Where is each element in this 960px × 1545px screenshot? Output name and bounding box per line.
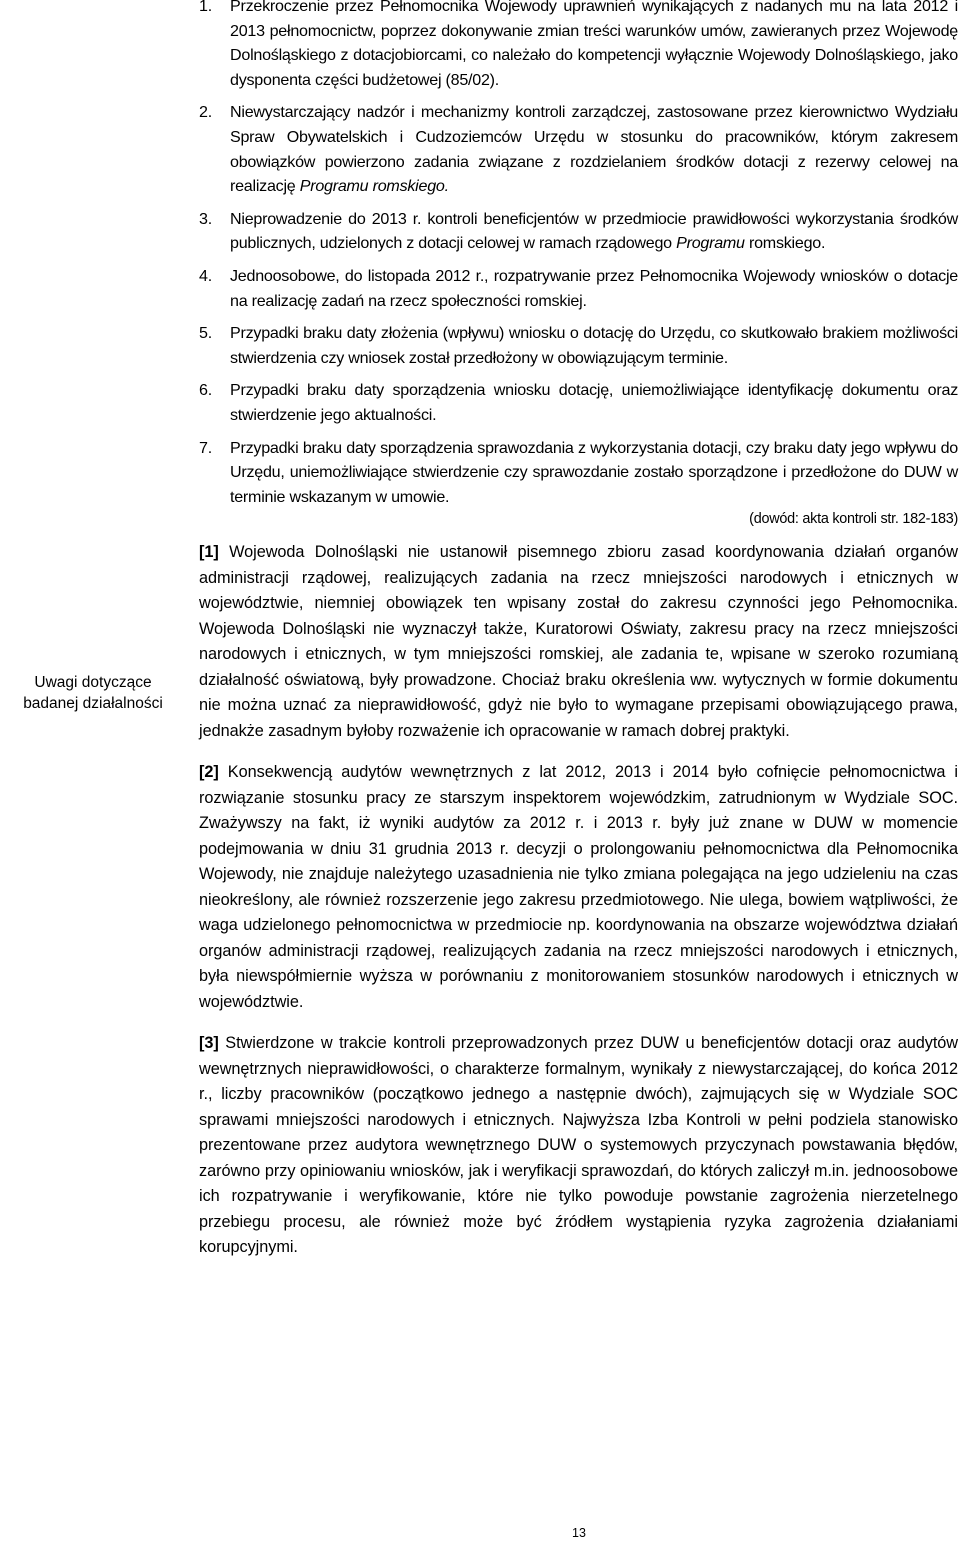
list-item-italic: Programu [676, 234, 745, 253]
list-item-text: Przypadki braku daty sporządzenia sprawozdania z wykorzystania dotacji, czy braku daty jego wpływu do Urzędu, uniemożliwiające stwierdzenie czy sprawozdanie zostało sporządzone i przedłożone do DUW w terminie wskazanym w umowie. [230, 438, 958, 506]
note-paragraph [199, 1031, 958, 1261]
sidebar-label-line-2: badanej działalności [23, 695, 163, 712]
page-number: 13 [572, 1526, 586, 1540]
list-item [199, 321, 958, 370]
note-text: Wojewoda Dolnośląski nie ustanowił pisemnego zbioru zasad koordynowania działań organów administracji rządowej, realizujących zadania na rzecz mniejszości narodowych i etnicznych w województwie, niemniej obowiązek ten wpisany został do zakresu czynności jego Pełnomocnika. Wojewoda Dolnośląski nie wyznaczył także, Kuratorowi Oświaty, zakresu pracy na rzecz mniejszości narodowych i etnicznych, w tym mniejszości romskiej, ale zadania te, wpisane w szeroko rozumianą działalność oświatową, były prowadzone. Chociaż braku określenia ww. wytycznych w formie dokumentu nie można uznać za nieprawidłowość, gdyż nie było to wymagane przepisami obowiązującego prawa, jednakże zasadnym byłoby rozważenie ich opracowanie w ramach dobrej praktyki. [199, 543, 958, 740]
sidebar-label-line-1: Uwagi dotyczące [34, 674, 152, 691]
evidence-reference: (dowód: akta kontroli str. 182-183) [749, 511, 958, 528]
list-item [199, 264, 958, 313]
sidebar-section-label [0, 672, 186, 714]
list-item-number: 2. [199, 103, 212, 122]
list-item-text: Przypadki braku daty złożenia (wpływu) wniosku o dotację do Urzędu, co skutkowało brakiem możliwości stwierdzenia czy wniosek został przedłożony w obowiązującym terminie. [230, 324, 958, 367]
list-item [199, 207, 958, 256]
list-item-number: 7. [199, 438, 212, 457]
note-paragraph [199, 540, 958, 744]
note-tag: [3] [199, 1034, 219, 1053]
note-tag: [1] [199, 543, 219, 562]
main-content [199, 0, 958, 1277]
list-item-text: Niewystarczający nadzór i mechanizmy kontroli zarządczej, zastosowane przez kierownictwo Wydziału Spraw Obywatelskich i Cudzoziemców Urzędu w stosunku do pracowników, którym zakresem obowiązków powierzono zadania związane z rozdzielaniem środków dotacji z rezerwy celowej na realizację [230, 103, 958, 196]
note-tag: [2] [199, 763, 219, 782]
note-text: Konsekwencją audytów wewnętrznych z lat 2012, 2013 i 2014 było cofnięcie pełnomocnictwa i rozwiązanie stosunku pracy ze starszym inspektorem wojewódzkim, zatrudnionym w Wydziale SOC. Zważywszy na fakt, iż wyniki audytów za 2012 r. i 2013 r. były już znane w DUW w momencie podejmowania w dniu 31 grudnia 2013 r. decyzji o prolongowaniu pełnomocnictwa dla Pełnomocnika Wojewody, nie znajduje należytego uzasadnienia nie tylko zmiana polegająca na jego udzieleniu na czas nieokreślony, ale również rozszerzenie jego zakresu przedmiotowego. Nie ulega, bowiem wątpliwości, że waga udzielonego pełnomocnictwa w przedmiocie np. koordynowania na obszarze województwa działań organów administracji rządowej, realizujących zadania na rzecz mniejszości narodowych i etnicznych, była niewspółmiernie wyższa w porównaniu z monitorowaniem stosunków narodowych i etnicznych w województwie. [199, 763, 958, 1011]
note-text: Stwierdzone w trakcie kontroli przeprowadzonych przez DUW u beneficjentów dotacji oraz audytów wewnętrznych nieprawidłowości, o charakterze formalnym, wynikały z niewystarczającej, do końca 2012 r., liczby pracowników (początkowo jednego a następnie dwóch), zajmujących się w Wydziale SOC sprawami mniejszości narodowych i etnicznych. Najwyższa Izba Kontroli w pełni podziela stanowisko prezentowane przez audytora wewnętrznego DUW o systemowych przyczynach powstawania błędów, zarówno przy opiniowaniu wniosków, jak i weryfikacji sprawozdań, do których zaliczył m.in. jednoosobowe ich rozpatrywanie i weryfikowanie, które nie tylko powoduje powstanie zagrożenia nierzetelnego przebiegu procesu, ale również może być źródłem wystąpienia ryzyka zagrożenia działaniami korupcyjnymi. [199, 1034, 958, 1257]
list-item-number: 4. [199, 266, 212, 285]
list-item-text: Przypadki braku daty sporządzenia wniosku dotację, uniemożliwiające identyfikację dokumentu oraz stwierdzenie jego aktualności. [230, 381, 958, 424]
list-item-text: Jednoosobowe, do listopada 2012 r., rozpatrywanie przez Pełnomocnika Wojewody wniosków o dotacje na realizację zadań na rzecz społeczności romskiej. [230, 266, 958, 310]
list-item-number: 5. [199, 324, 212, 343]
list-item [199, 378, 958, 427]
list-item-after: romskiego. [744, 234, 826, 253]
list-item [199, 100, 958, 198]
list-item-text: Nieprowadzenie do 2013 r. kontroli beneficjentów w przedmiocie prawidłowości wykorzystania środków publicznych, udzielonych z dotacji celowej w ramach rządowego [230, 209, 958, 253]
list-item-italic: Programu romskiego. [299, 177, 449, 196]
list-item [199, 0, 958, 92]
list-item-number: 6. [199, 381, 212, 400]
note-paragraph [199, 760, 958, 1015]
list-item-text: Przekroczenie przez Pełnomocnika Wojewody uprawnień wynikających z nadanych mu na lata 2012 i 2013 pełnomocnictw, poprzez dokonywanie zmian treści warunków umów, zawieranych przez Wojewodę Dolnośląskiego z dotacjobiorcami, co należało do kompetencji wyłącznie Wojewody Dolnośląskiego, jako dysponenta części budżetowej (85/02). [230, 0, 958, 89]
list-item-number: 3. [199, 209, 212, 228]
list-item [199, 436, 958, 510]
list-item-number: 1. [199, 0, 212, 15]
